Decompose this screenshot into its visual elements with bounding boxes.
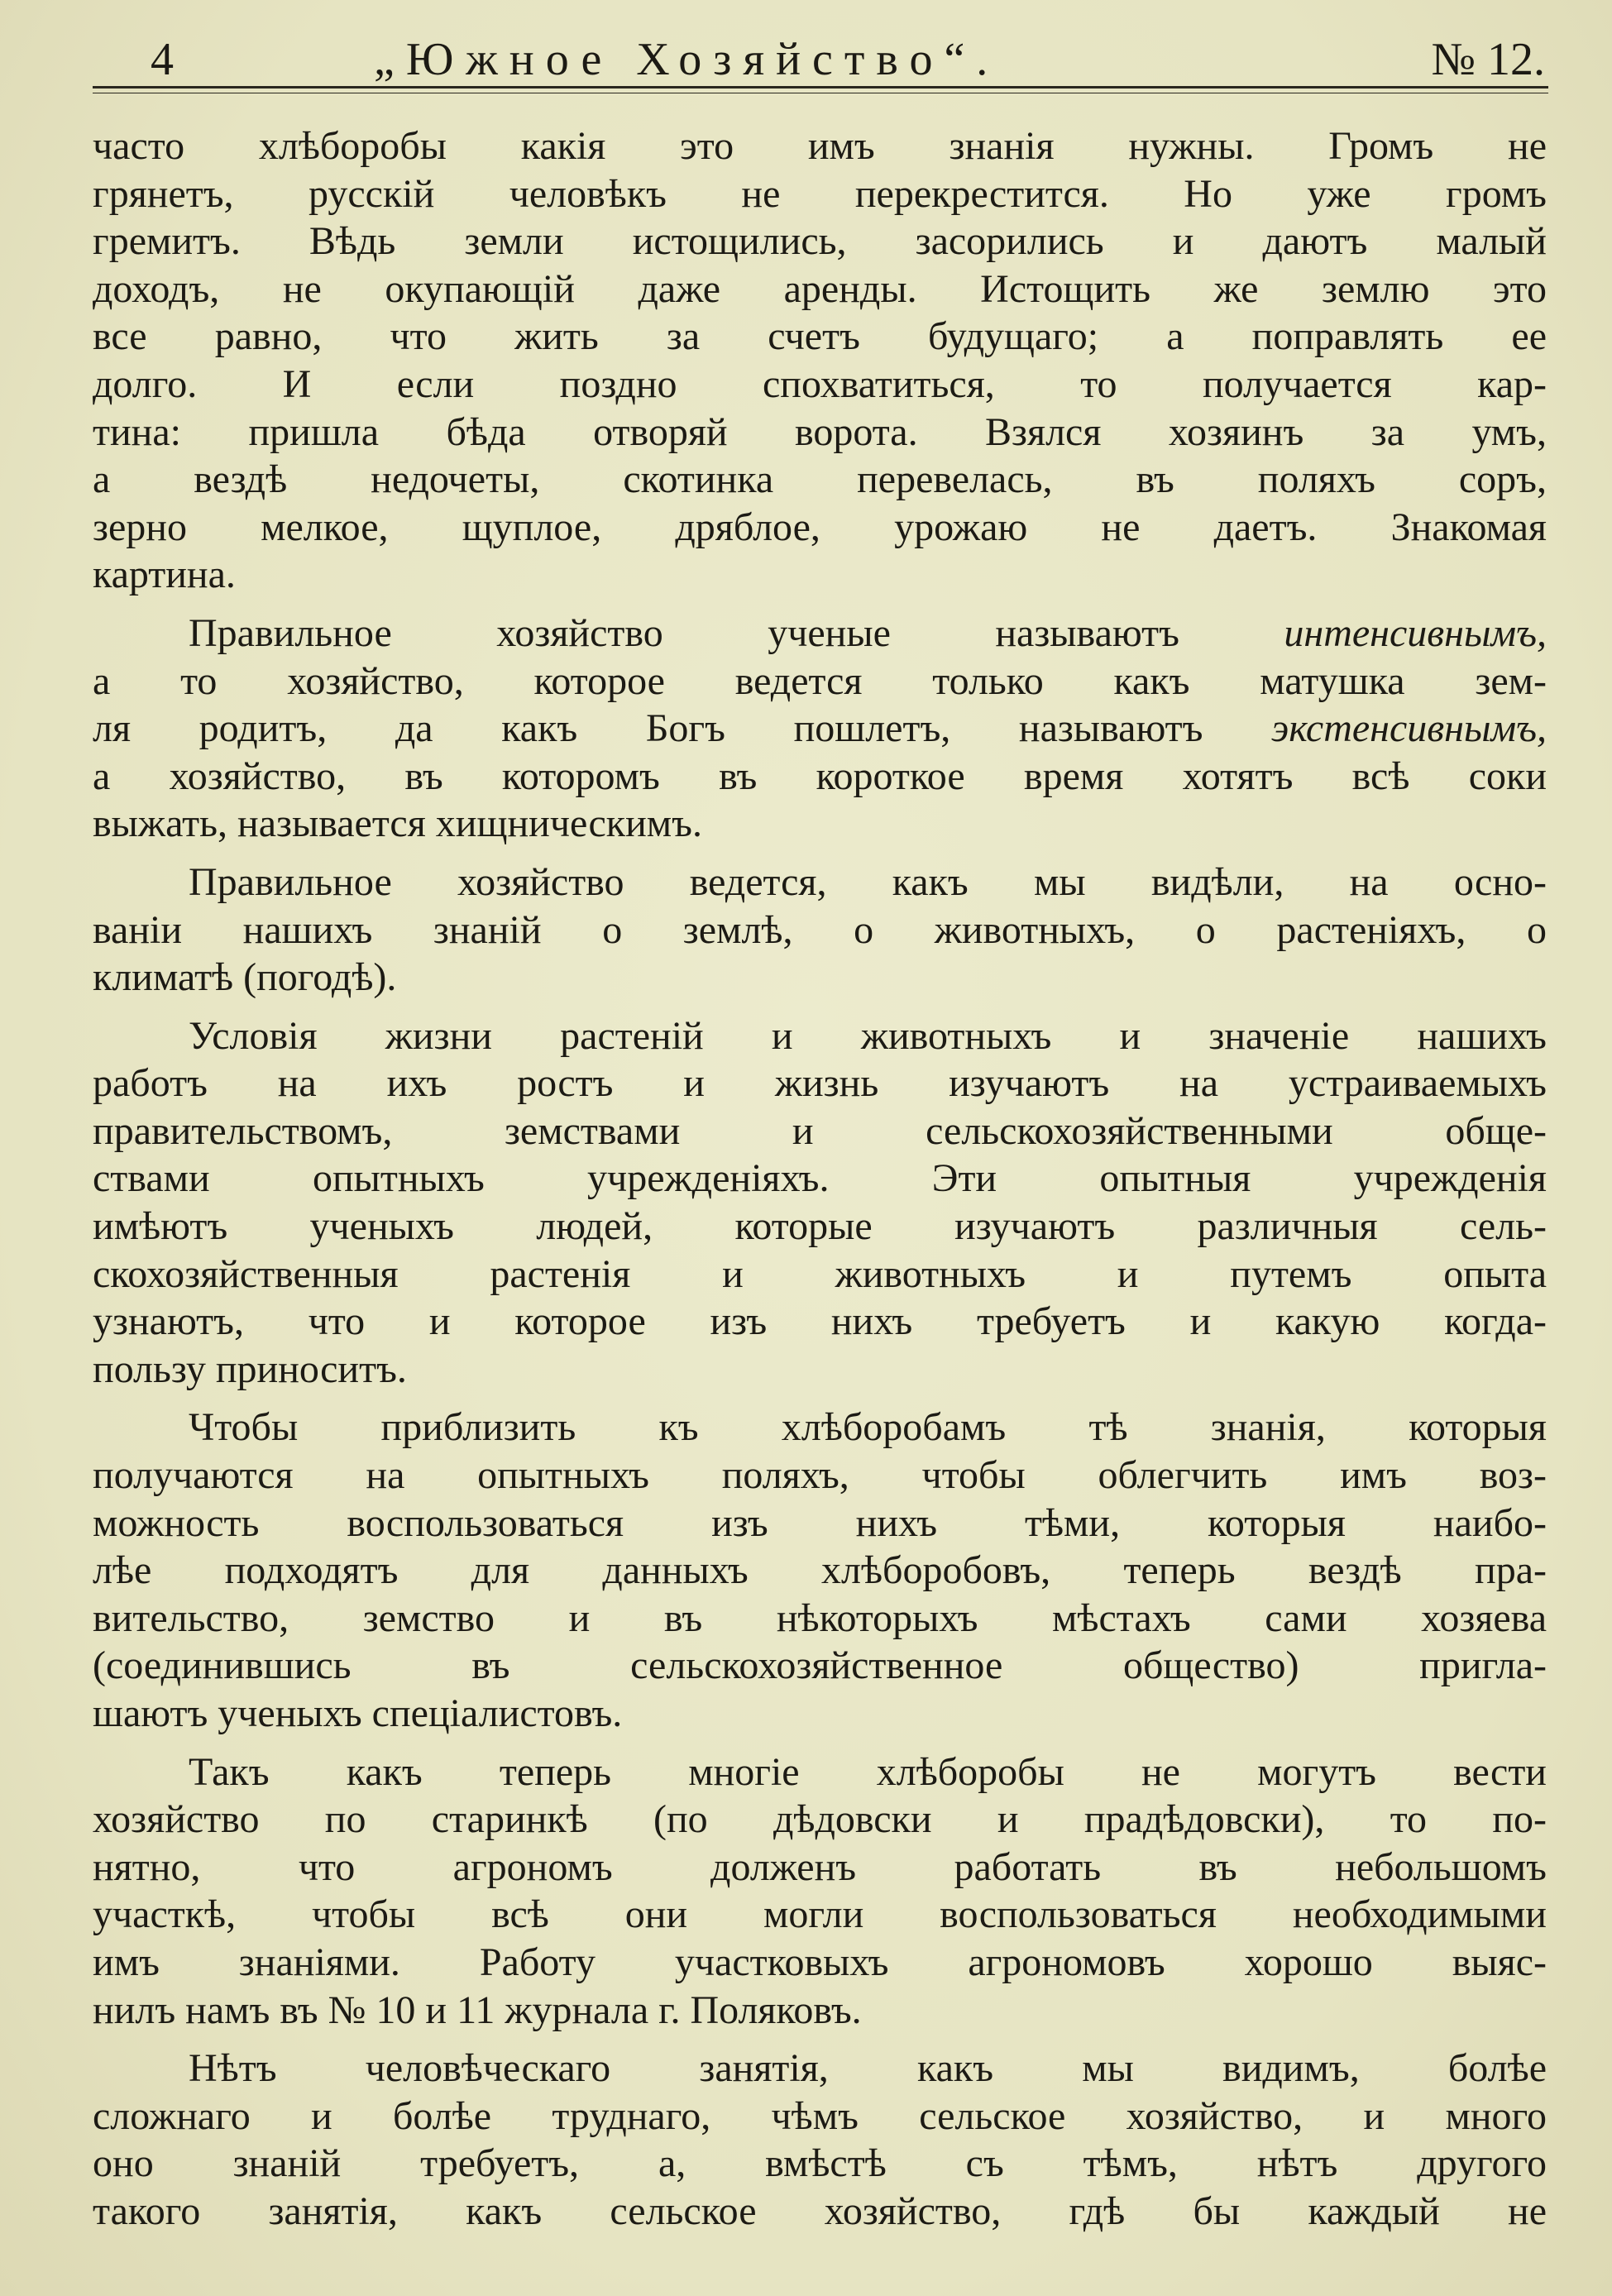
body-text <box>93 122 1547 2236</box>
text-line: скохозяйственныя растенія и животныхъ и путемъ опыта <box>93 1251 1547 1296</box>
text-line: сложнаго и болѣе труднаго, чѣмъ сельское хозяйство, и много <box>93 2093 1547 2138</box>
text-line: нилъ намъ въ № 10 и 11 журнала г. Поляковъ. <box>93 1987 862 2032</box>
text-line: Правильное хозяйство ведется, какъ мы видѣли, на осно- <box>189 859 1547 904</box>
paragraph-3 <box>93 859 1547 1002</box>
text-line: Чтобы приблизить къ хлѣборобамъ тѣ знанія, которыя <box>189 1405 1547 1450</box>
text-line: пользу приноситъ. <box>93 1347 407 1391</box>
text-line: картина. <box>93 552 236 597</box>
text-line: а хозяйство, въ которомъ въ короткое время хотятъ всѣ соки <box>93 753 1547 798</box>
text-line: Условія жизни растеній и животныхъ и значеніе нашихъ <box>189 1013 1547 1058</box>
text-line: а то хозяйство, которое ведется только какъ матушка зем- <box>93 658 1547 703</box>
text-line: гремитъ. Вѣдь земли истощились, засорились и даютъ малый <box>93 219 1547 264</box>
text-line: имѣютъ ученыхъ людей, которые изучаютъ различныя сель- <box>93 1204 1547 1249</box>
text-line: все равно, что жить за счетъ будущаго; а поправлять ее <box>93 314 1547 359</box>
text-line: ваніи нашихъ знаній о землѣ, о животныхъ, о растеніяхъ, о <box>93 907 1547 952</box>
text-line: шаютъ ученыхъ спеціалистовъ. <box>93 1691 623 1735</box>
text-line: климатѣ (погодѣ). <box>93 955 397 1000</box>
issue-number: № 12. <box>1431 34 1545 85</box>
text-line: (соединившись въ сельскохозяйственное общество) пригла- <box>93 1643 1547 1688</box>
text-line: долго. И если поздно спохватиться, то получается кар- <box>93 361 1547 406</box>
text-line: Нѣтъ человѣческаго занятія, какъ мы видимъ, болѣе <box>189 2046 1547 2091</box>
italic-term: экстенсивнымъ, <box>1271 706 1547 751</box>
text-line: хозяйство по старинкѣ (по дѣдовски и прадѣдовски), то по- <box>93 1797 1547 1842</box>
text-line <box>93 705 1547 753</box>
text-line: можность воспользоваться изъ нихъ тѣми, которыя наибо- <box>93 1500 1547 1545</box>
paragraph-6 <box>93 1748 1547 2035</box>
journal-title: „Южное Хозяйство“. <box>374 34 1000 85</box>
italic-term: интенсивнымъ, <box>1284 610 1547 655</box>
text-line: правительствомъ, земствами и сельскохозяйственными обще- <box>93 1108 1547 1153</box>
text-line: грянетъ, русскій человѣкъ не перекрестится. Но уже громъ <box>93 171 1547 216</box>
text-line: Такъ какъ теперь многіе хлѣборобы не могутъ вести <box>189 1749 1547 1794</box>
paragraph-4 <box>93 1012 1547 1394</box>
text-line: часто хлѣборобы какія это имъ знанія нужны. Громъ не <box>93 124 1547 168</box>
paragraph-1 <box>93 122 1547 599</box>
text-line: доходъ, не окупающій даже аренды. Истощить же землю это <box>93 266 1547 311</box>
text-line: лѣе подходятъ для данныхъ хлѣборобовъ, теперь вездѣ пра- <box>93 1548 1547 1593</box>
text-fragment: ля родитъ, да какъ Богъ пошлетъ, называютъ <box>93 706 1272 751</box>
paragraph-7 <box>93 2045 1547 2235</box>
text-line: узнаютъ, что и которое изъ нихъ требуетъ и какую когда- <box>93 1299 1547 1344</box>
running-header <box>93 25 1548 83</box>
text-line <box>93 610 1547 658</box>
paragraph-5 <box>93 1404 1547 1737</box>
header-rule <box>93 86 1548 88</box>
text-line: тина: пришла бѣда отворяй ворота. Взялся хозяинъ за умъ, <box>93 409 1547 454</box>
text-line: получаются на опытныхъ поляхъ, чтобы облегчить имъ воз- <box>93 1453 1547 1498</box>
text-line: участкѣ, чтобы всѣ они могли воспользоваться необходимыми <box>93 1892 1547 1937</box>
page-number: 4 <box>151 34 174 85</box>
text-line: оно знаній требуетъ, а, вмѣстѣ съ тѣмъ, нѣтъ другого <box>93 2141 1547 2186</box>
text-line: такого занятія, какъ сельское хозяйство, гдѣ бы каждый не <box>93 2188 1547 2233</box>
text-line: вительство, земство и въ нѣкоторыхъ мѣстахъ сами хозяева <box>93 1595 1547 1640</box>
text-line: имъ знаніями. Работу участковыхъ агрономовъ хорошо выяс- <box>93 1940 1547 1984</box>
text-fragment: Правильное хозяйство ученые называютъ <box>189 610 1284 655</box>
text-line: выжать, называется хищническимъ. <box>93 801 702 846</box>
text-line: ствами опытныхъ учрежденіяхъ. Эти опытныя учрежденія <box>93 1156 1547 1201</box>
text-line: нятно, что агрономъ долженъ работать въ небольшомъ <box>93 1844 1547 1889</box>
text-line: работъ на ихъ ростъ и жизнь изучаютъ на устраиваемыхъ <box>93 1061 1547 1106</box>
text-line: зерно мелкое, щуплое, дряблое, урожаю не даетъ. Знакомая <box>93 505 1547 549</box>
text-line: а вездѣ недочеты, скотинка перевелась, въ поляхъ соръ, <box>93 457 1547 502</box>
paragraph-2 <box>93 610 1547 848</box>
